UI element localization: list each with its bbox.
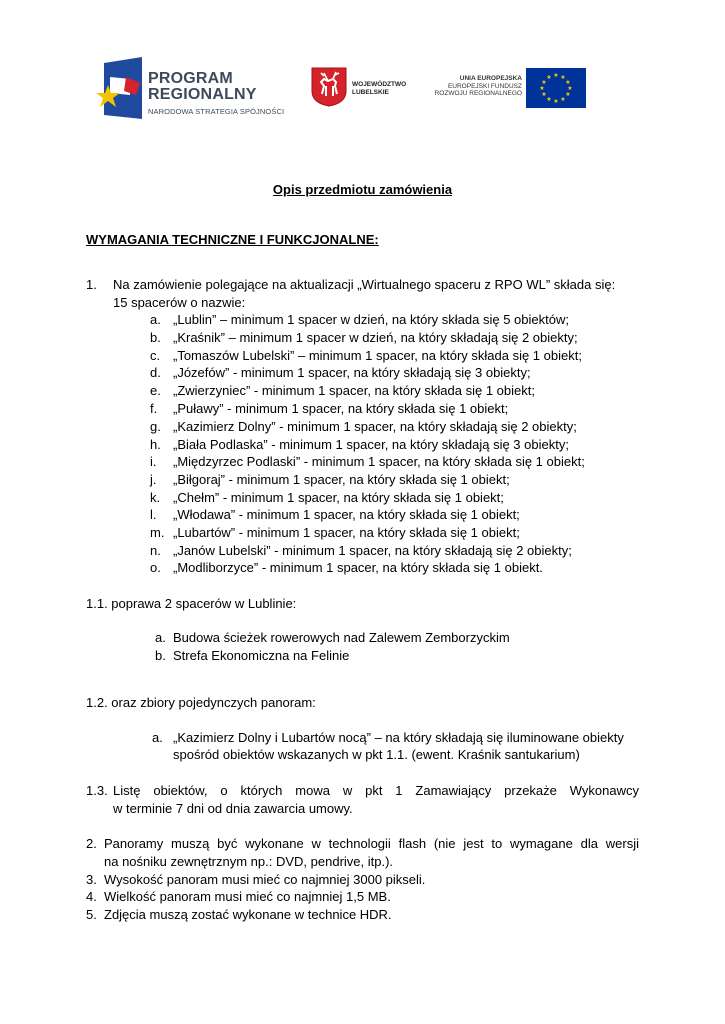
sub-item-text: „Lubartów” - minimum 1 spacer, na który składa się 1 obiekt;	[173, 525, 520, 540]
item4-line1: Wielkość panoram musi mieć co najmniej 1,5 MB.	[104, 889, 391, 904]
sub-item-label: d.	[150, 365, 161, 380]
item1-3-number: 1.3.	[86, 783, 108, 798]
eu-flag-icon	[526, 68, 586, 108]
svg-text:★: ★	[539, 85, 545, 92]
sub-item-text: „Modliborzyce” - minimum 1 spacer, na który składa się 1 obiekt.	[173, 560, 543, 575]
program-logo-line3: NARODOWA STRATEGIA SPÓJNOŚCI	[148, 107, 285, 116]
voivodeship-line2: LUBELSKIE	[352, 88, 389, 96]
svg-text:★: ★	[541, 79, 547, 86]
sub-item-label: o.	[150, 560, 161, 575]
item2-number: 2.	[86, 836, 97, 851]
item1-3-line2: w terminie 7 dni od dnia zawarcia umowy.	[113, 801, 353, 816]
item4-number: 4.	[86, 889, 97, 904]
program-logo-line1: PROGRAM	[148, 70, 233, 87]
sub-item-text: „Włodawa” - minimum 1 spacer, na który składa się 1 obiekt;	[173, 507, 520, 522]
sub-item-label: a.	[150, 312, 161, 327]
program-regionalny-text	[148, 71, 284, 116]
item1-number: 1.	[86, 277, 97, 292]
svg-text:★: ★	[565, 79, 571, 86]
section-title: WYMAGANIA TECHNICZNE I FUNKCJONALNE:	[86, 232, 379, 247]
item2-line2: na nośniku zewnętrznym np.: DVD, pendrive, itp.).	[104, 854, 394, 869]
sub-item-text: „Puławy” - minimum 1 spacer, na który składa się 1 obiekt;	[173, 401, 509, 416]
item1-1-sub-label: b.	[155, 648, 166, 663]
item1-3-line1: Listę obiektów, o których mowa w pkt 1 Zamawiający przekaże Wykonawcy	[113, 783, 639, 798]
item2-line1: Panoramy muszą być wykonane w technologii flash (nie jest to wymagane dla wersji	[104, 836, 639, 851]
sub-item-text: „Kraśnik” – minimum 1 spacer w dzień, na który składają się 2 obiekty;	[173, 330, 578, 345]
program-regionalny-logo-icon	[96, 57, 146, 119]
svg-text:★: ★	[553, 98, 559, 105]
item1-text-line1: Na zamówienie polegające na aktualizacji „Wirtualnego spaceru z RPO WL” składa się:	[113, 277, 616, 292]
eu-fund-text	[435, 75, 522, 98]
item1-1-sub-text: Strefa Ekonomiczna na Felinie	[173, 648, 350, 663]
svg-text:★: ★	[567, 85, 573, 92]
svg-text:★: ★	[560, 96, 566, 103]
sub-item-label: l.	[150, 507, 157, 522]
sub-item-text: „Tomaszów Lubelski” – minimum 1 spacer, na który składa się 1 obiekt;	[173, 348, 582, 363]
item3-line1: Wysokość panoram musi mieć co najmniej 3000 pikseli.	[104, 872, 426, 887]
item5-number: 5.	[86, 907, 97, 922]
sub-item-text: „Kazimierz Dolny” - minimum 1 spacer, na który składają się 2 obiekty;	[173, 419, 577, 434]
sub-item-label: h.	[150, 437, 161, 452]
eu-line1: UNIA EUROPEJSKA	[459, 75, 522, 82]
sub-item-text: „Józefów” - minimum 1 spacer, na który składają się 3 obiekty;	[173, 365, 531, 380]
eu-line3: ROZWOJU REGIONALNEGO	[434, 90, 522, 97]
item1-2-sub-label: a.	[152, 730, 163, 745]
voivodeship-text	[352, 81, 406, 96]
sub-item-label: j.	[150, 472, 157, 487]
sub-item-label: g.	[150, 419, 161, 434]
voivodeship-line1: WOJEWÓDZTWO	[352, 81, 407, 88]
sub-item-label: n.	[150, 543, 161, 558]
sub-item-label: k.	[150, 490, 161, 505]
sub-item-label: b.	[150, 330, 161, 345]
item1-text-line2: 15 spacerów o nazwie:	[113, 295, 246, 310]
item5-line1: Zdjęcia muszą zostać wykonane w technice HDR.	[104, 907, 392, 922]
program-logo-line2: REGIONALNY	[148, 86, 257, 103]
svg-text:★: ★	[565, 91, 571, 98]
item3-number: 3.	[86, 872, 97, 887]
sub-item-text: „Lublin” – minimum 1 spacer w dzień, na który składa się 5 obiektów;	[173, 312, 569, 327]
item1-2-sub-line1: „Kazimierz Dolny i Lubartów nocą” – na który składają się iluminowane obiekty	[173, 730, 624, 745]
sub-item-label: f.	[150, 401, 158, 416]
sub-item-text: „Biłgoraj” - minimum 1 spacer, na który składa się 1 obiekt;	[173, 472, 510, 487]
eu-line2: EUROPEJSKI FUNDUSZ	[447, 82, 522, 90]
sub-item-text: „Międzyrzec Podlaski” - minimum 1 spacer, na który składa się 1 obiekt;	[173, 454, 585, 469]
item1-2-sub-line2: spośród obiektów wskazanych w pkt 1.1. (ewent. Kraśnik santukarium)	[173, 747, 580, 762]
svg-text:★: ★	[546, 74, 552, 81]
item1-1-sub-text: Budowa ścieżek rowerowych nad Zalewem Zemborzyckim	[173, 630, 510, 645]
logo-bar	[0, 55, 725, 125]
sub-item-label: e.	[150, 383, 161, 398]
sub-item-label: m.	[150, 525, 165, 540]
sub-item-text: „Biała Podlaska” - minimum 1 spacer, na który składają się 3 obiekty;	[173, 437, 569, 452]
sub-item-text: „Janów Lubelski” - minimum 1 spacer, na który składają się 2 obiekty;	[173, 543, 572, 558]
svg-text:★: ★	[541, 91, 547, 98]
item1-1-text: 1.1. poprawa 2 spacerów w Lublinie:	[86, 596, 297, 611]
sub-item-label: c.	[150, 348, 161, 363]
item1-1-sub-label: a.	[155, 630, 166, 645]
svg-text:★: ★	[560, 74, 566, 81]
lubelskie-deer-emblem-icon	[311, 67, 347, 107]
sub-item-label: i.	[150, 454, 157, 469]
sub-item-text: „Chełm” - minimum 1 spacer, na który składa się 1 obiekt;	[173, 490, 504, 505]
svg-text:★: ★	[553, 72, 559, 79]
svg-text:★: ★	[546, 96, 552, 103]
item1-2-text: 1.2. oraz zbiory pojedynczych panoram:	[86, 695, 316, 710]
sub-item-text: „Zwierzyniec” - minimum 1 spacer, na który składa się 1 obiekt;	[173, 383, 535, 398]
document-title: Opis przedmiotu zamówienia	[272, 182, 453, 197]
